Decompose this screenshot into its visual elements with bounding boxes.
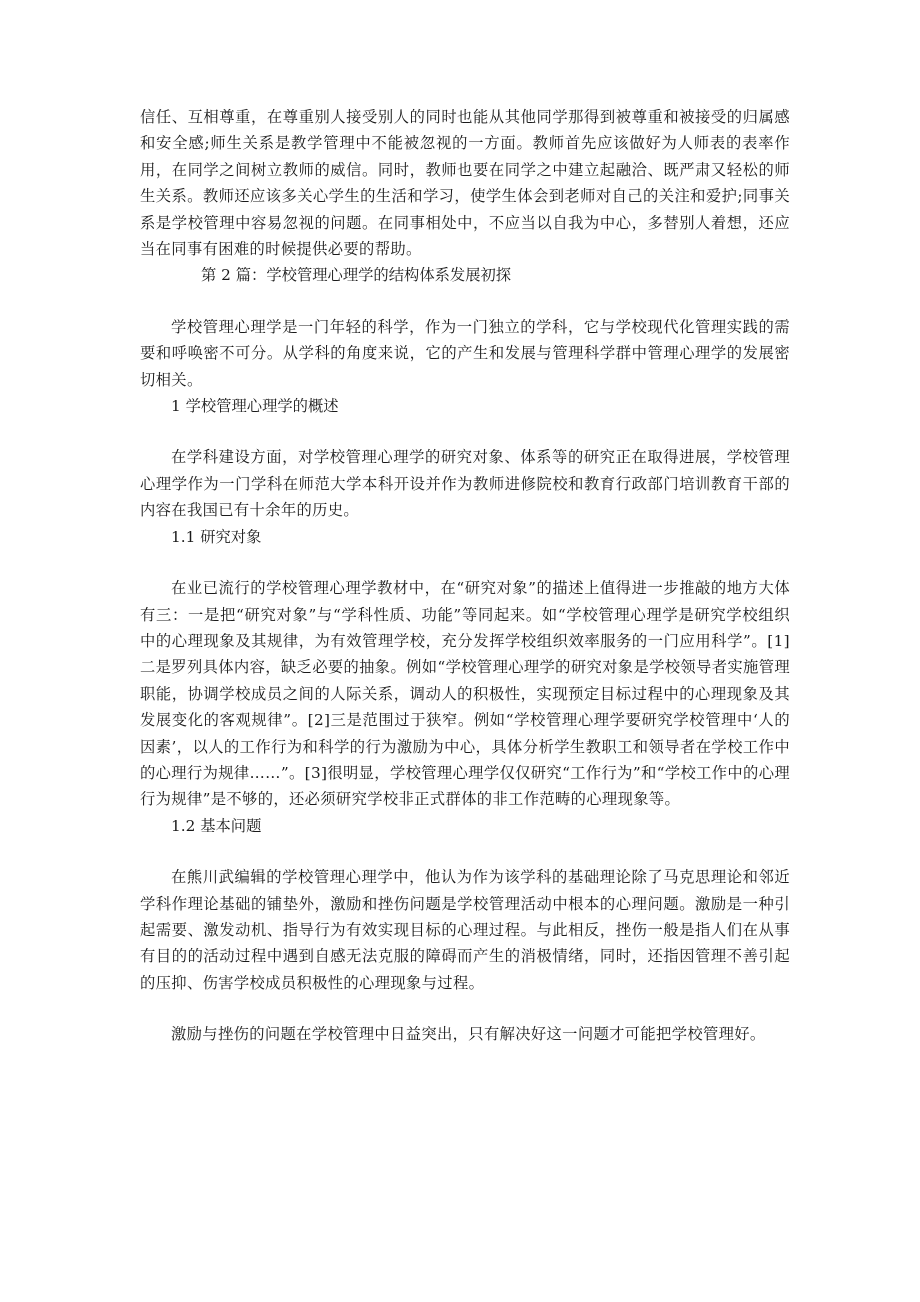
paragraph-discipline-construction: 在学科建设方面，对学校管理心理学的研究对象、体系等的研究正在取得进展，学校管理心理学作为一门学科在师范大学本科开设并作为教师进修院校和教育行政部门培训教育干部的内容在我国已有十余年的历史。 <box>140 448 790 520</box>
paragraph-basic-issues: 在熊川武编辑的学校管理心理学中，他认为作为该学科的基础理论除了马克思理论和邻近学科作理论基础的铺垫外，激励和挫伤问题是学校管理活动中根本的心理问题。激励是一种引起需要、激发动机、指导行为有效实现目标的心理过程。与此相反，挫伤一般是指人们在从事有目的的活动过程中遇到自感无法克服的障碍而产生的消极情绪，同时，还指因管理不善引起的压抑、伤害学校成员积极性的心理现象与过程。 <box>140 868 790 992</box>
section-heading-basic-issues: 1.2 基本问题 <box>171 816 262 835</box>
paragraph-relationships: 信任、互相尊重，在尊重别人接受别人的同时也能从其他同学那得到被尊重和被接受的归属感和安全感;师生关系是教学管理中不能被忽视的一方面。教师首先应该做好为人师表的表率作用，在同学之间树立教师的威信。同时，教师也要在同学之中建立起融洽、既严肃又轻松的师生关系。教师还应该多关心学生的生活和学习，使学生体会到老师对自己的关注和爱护;同事关系是学校管理中容易忽视的问题。在同事相处中，不应当以自我为中心，多替别人着想，还应当在同事有困难的时候提供必要的帮助。 <box>140 108 790 259</box>
paragraph-research-object: 在业已流行的学校管理心理学教材中，在“研究对象”的描述上值得进一步推敲的地方大体有三：一是把“研究对象”与“学科性质、功能”等同起来。如“学校管理心理学是研究学校组织中的心理现象及其规律，为有效管理学校，充分发挥学校组织效率服务的一门应用科学”。[1]二是罗列具体内容，缺乏必要的抽象。例如“学校管理心理学的研究对象是学校领导者实施管理职能，协调学校成员之间的人际关系，调动人的积极性，实现预定目标过程中的心理现象及其发展变化的客观规律”。[2]三是范围过于狭窄。例如“学校管理心理学要研究学校管理中‘人的因素’，以人的工作行为和科学的行为激励为中心，具体分析学生教职工和领导者在学校工作中的心理行为规律……”。[3]很明显，学校管理心理学仅仅研究“工作行为”和“学校工作中的心理行为规律”是不够的，还必须研究学校非正式群体的非工作范畴的心理现象等。 <box>140 579 790 809</box>
paragraph-conclusion: 激励与挫伤的问题在学校管理中日益突出，只有解决好这一问题才可能把学校管理好。 <box>171 1025 766 1044</box>
paragraph-intro: 学校管理心理学是一门年轻的科学，作为一门独立的学科，它与学校现代化管理实践的需要和呼唤密不可分。从学科的角度来说，它的产生和发展与管理科学群中管理心理学的发展密切相关。 <box>140 317 790 389</box>
section-heading-research-object: 1.1 研究对象 <box>171 527 262 546</box>
document-page <box>140 104 790 1048</box>
section-heading-overview: 1 学校管理心理学的概述 <box>171 397 339 416</box>
article-title: 第 2 篇：学校管理心理学的结构体系发展初探 <box>201 266 512 285</box>
